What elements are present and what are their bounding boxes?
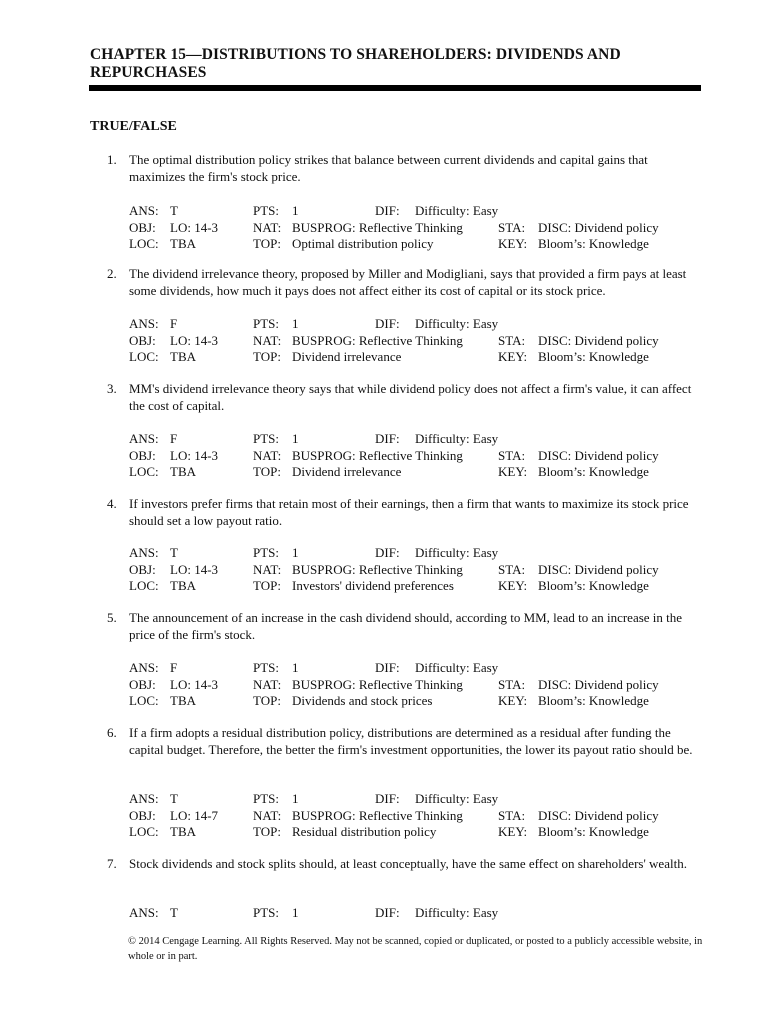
obj-value: LO: 14-7 [170,807,219,823]
question-text: Stock dividends and stock splits should, at least conceptually, have the same effect on shareholders' wealth. [129,856,687,871]
question-text: The optimal distribution policy strikes that balance between current dividends and capital gains that maximizes the firm's stock price. [129,152,648,184]
answer-metadata [129,431,709,481]
key-label: KEY: [498,349,528,364]
nat-label: NAT: [253,561,282,577]
loc-value: TBA [170,464,196,479]
dif-value: Difficulty: Easy [415,316,499,331]
sta-value: DISC: Dividend policy [538,219,659,235]
top-value: Dividends and stock prices [292,693,433,708]
chapter-title: CHAPTER 15—DISTRIBUTIONS TO SHAREHOLDERS: DIVIDENDS AND REPURCHASES [90,46,621,81]
obj-label: OBJ: [129,447,156,463]
dif-value: Difficulty: Easy [415,791,499,806]
top-label: TOP: [253,578,281,593]
section-heading: TRUE/FALSE [90,119,177,134]
dif-label: DIF: [375,545,400,560]
obj-value: LO: 14-3 [170,332,219,348]
sta-value: DISC: Dividend policy [538,561,659,577]
top-label: TOP: [253,693,281,708]
sta-value: DISC: Dividend policy [538,447,659,463]
ans-value: T [170,545,178,560]
metadata-row [129,791,709,808]
obj-label: OBJ: [129,219,156,235]
nat-value: BUSPROG: Reflective Thinking [292,447,463,463]
metadata-row [129,464,709,481]
sta-value: DISC: Dividend policy [538,676,659,692]
obj-label: OBJ: [129,807,156,823]
nat-label: NAT: [253,676,282,692]
key-value: Bloom’s: Knowledge [538,693,649,708]
dif-label: DIF: [375,316,400,331]
metadata-row [129,203,709,220]
dif-value: Difficulty: Easy [415,431,499,446]
metadata-row [129,545,709,562]
key-value: Bloom’s: Knowledge [538,236,649,251]
top-value: Residual distribution policy [292,824,437,839]
loc-value: TBA [170,236,196,251]
question-text: The dividend irrelevance theory, proposed by Miller and Modigliani, says that provided a firm pays at least some dividends, how much it pays does not affect either its cost of capital or its stock price. [129,266,687,298]
question-number: 7. [107,856,117,871]
question-text: If investors prefer firms that retain most of their earnings, then a firm that wants to maximize its stock price should set a low payout ratio. [129,496,689,528]
pts-value: 1 [292,660,299,675]
metadata-row [129,333,709,350]
pts-value: 1 [292,316,299,331]
top-label: TOP: [253,236,281,251]
nat-label: NAT: [253,332,282,348]
ans-value: T [170,203,178,218]
ans-label: ANS: [129,905,159,920]
key-label: KEY: [498,693,528,708]
obj-value: LO: 14-3 [170,447,219,463]
nat-value: BUSPROG: Reflective Thinking [292,219,463,235]
nat-label: NAT: [253,447,282,463]
key-value: Bloom’s: Knowledge [538,349,649,364]
question-number: 6. [107,725,117,740]
top-value: Dividend irrelevance [292,464,402,479]
ans-value: F [170,660,178,675]
loc-value: TBA [170,349,196,364]
nat-value: BUSPROG: Reflective Thinking [292,676,463,692]
nat-value: BUSPROG: Reflective Thinking [292,332,463,348]
dif-label: DIF: [375,431,400,446]
top-label: TOP: [253,464,281,479]
answer-metadata [129,545,709,595]
question-number: 4. [107,496,117,511]
obj-value: LO: 14-3 [170,676,219,692]
metadata-row [129,562,709,579]
pts-label: PTS: [253,203,280,218]
answer-metadata [129,203,709,253]
obj-label: OBJ: [129,561,156,577]
pts-label: PTS: [253,791,280,806]
loc-label: LOC: [129,349,159,364]
dif-value: Difficulty: Easy [415,203,499,218]
dif-value: Difficulty: Easy [415,545,499,560]
pts-value: 1 [292,905,299,920]
obj-label: OBJ: [129,332,156,348]
question-number: 1. [107,152,117,167]
sta-label: STA: [498,676,526,692]
ans-label: ANS: [129,203,159,218]
sta-label: STA: [498,807,526,823]
loc-value: TBA [170,578,196,593]
pts-value: 1 [292,203,299,218]
question-text: The announcement of an increase in the cash dividend should, according to MM, lead to an increase in the price of the firm's stock. [129,610,683,642]
key-value: Bloom’s: Knowledge [538,464,649,479]
dif-value: Difficulty: Easy [415,905,499,920]
title-rule [89,85,701,91]
key-label: KEY: [498,578,528,593]
pts-label: PTS: [253,660,280,675]
loc-value: TBA [170,693,196,708]
ans-label: ANS: [129,431,159,446]
copyright-footer: © 2014 Cengage Learning. All Rights Reserved. May not be scanned, copied or duplicated, or posted to a publicly accessible website, in whole or in part. [128,936,703,962]
sta-value: DISC: Dividend policy [538,332,659,348]
obj-label: OBJ: [129,676,156,692]
dif-label: DIF: [375,203,400,218]
ans-label: ANS: [129,316,159,331]
ans-value: T [170,905,178,920]
loc-label: LOC: [129,824,159,839]
dif-label: DIF: [375,905,400,920]
key-label: KEY: [498,824,528,839]
loc-label: LOC: [129,693,159,708]
question-text: MM's dividend irrelevance theory says that while dividend policy does not affect a firm's value, it can affect the cost of capital. [129,381,692,413]
metadata-row [129,431,709,448]
answer-metadata [129,791,709,841]
metadata-row [129,316,709,333]
ans-label: ANS: [129,660,159,675]
metadata-row [129,448,709,465]
loc-value: TBA [170,824,196,839]
ans-value: F [170,316,178,331]
answer-metadata [129,905,709,922]
dif-label: DIF: [375,791,400,806]
pts-label: PTS: [253,905,280,920]
pts-value: 1 [292,791,299,806]
metadata-row [129,220,709,237]
nat-label: NAT: [253,807,282,823]
ans-label: ANS: [129,791,159,806]
sta-label: STA: [498,219,526,235]
top-value: Investors' dividend preferences [292,578,454,593]
answer-metadata [129,316,709,366]
pts-value: 1 [292,545,299,560]
metadata-row [129,824,709,841]
metadata-row [129,905,709,922]
question-number: 3. [107,381,117,396]
loc-label: LOC: [129,236,159,251]
pts-label: PTS: [253,545,280,560]
pts-value: 1 [292,431,299,446]
question-number: 5. [107,610,117,625]
sta-label: STA: [498,561,526,577]
dif-label: DIF: [375,660,400,675]
loc-label: LOC: [129,464,159,479]
sta-label: STA: [498,447,526,463]
ans-value: F [170,431,178,446]
question-number: 2. [107,266,117,281]
sta-label: STA: [498,332,526,348]
pts-label: PTS: [253,316,280,331]
obj-value: LO: 14-3 [170,219,219,235]
nat-value: BUSPROG: Reflective Thinking [292,561,463,577]
key-label: KEY: [498,236,528,251]
top-value: Optimal distribution policy [292,236,434,251]
ans-label: ANS: [129,545,159,560]
metadata-row [129,349,709,366]
top-label: TOP: [253,824,281,839]
pts-label: PTS: [253,431,280,446]
loc-label: LOC: [129,578,159,593]
metadata-row [129,578,709,595]
dif-value: Difficulty: Easy [415,660,499,675]
nat-label: NAT: [253,219,282,235]
question-text: If a firm adopts a residual distribution policy, distributions are determined as a residual after funding the capital budget. Therefore, the better the firm's investment opportunities, the lower its payout ratio should be. [129,725,693,757]
answer-metadata [129,660,709,710]
sta-value: DISC: Dividend policy [538,807,659,823]
top-value: Dividend irrelevance [292,349,402,364]
obj-value: LO: 14-3 [170,561,219,577]
metadata-row [129,236,709,253]
key-value: Bloom’s: Knowledge [538,824,649,839]
metadata-row [129,660,709,677]
top-label: TOP: [253,349,281,364]
metadata-row [129,693,709,710]
key-label: KEY: [498,464,528,479]
ans-value: T [170,791,178,806]
key-value: Bloom’s: Knowledge [538,578,649,593]
nat-value: BUSPROG: Reflective Thinking [292,807,463,823]
metadata-row [129,677,709,694]
metadata-row [129,808,709,825]
